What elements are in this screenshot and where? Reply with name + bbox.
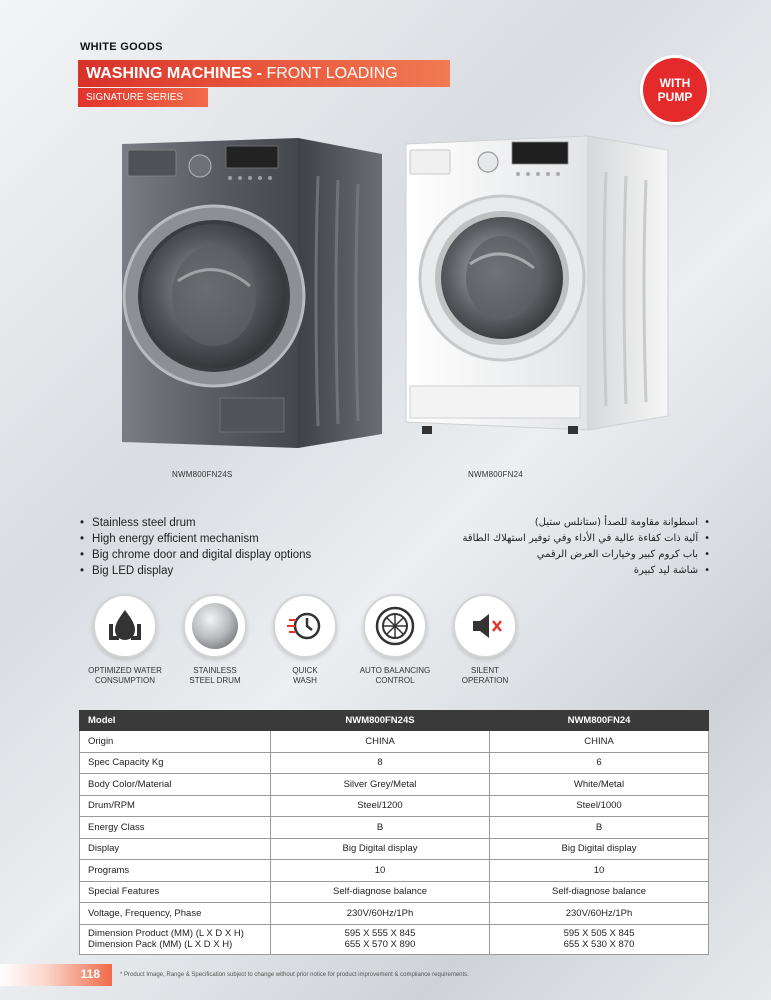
table-cell-label: Programs bbox=[80, 860, 271, 882]
table-cell: B bbox=[490, 817, 709, 839]
quick-wash-icon bbox=[273, 594, 337, 658]
table-cell-label: Drum/RPM bbox=[80, 795, 271, 817]
table-cell-label: Origin bbox=[80, 731, 271, 753]
page-number-tab bbox=[0, 964, 112, 986]
table-cell: Self-diagnose balance bbox=[271, 881, 490, 903]
table-cell bbox=[271, 924, 490, 954]
category-label: WHITE GOODS bbox=[80, 41, 163, 53]
feature-item: • Big chrome door and digital display options bbox=[80, 547, 311, 563]
table-header-cell: NWM800FN24S bbox=[271, 711, 490, 731]
feature-item-arabic: • اسطوانة مقاومة للصدأ (ستانلس ستيل) bbox=[420, 515, 710, 531]
table-cell-label: Display bbox=[80, 838, 271, 860]
steel-drum-icon bbox=[183, 594, 247, 658]
icon-label: SILENT OPERATION bbox=[461, 666, 509, 685]
table-cell: 6 bbox=[490, 752, 709, 774]
page-title-bar bbox=[78, 60, 450, 87]
table-row bbox=[80, 752, 709, 774]
table-cell-label bbox=[80, 924, 271, 954]
badge-line-1: WITH bbox=[659, 76, 691, 90]
water-saving-icon bbox=[93, 594, 157, 658]
dimension-pack-value: 655 X 570 X 890 bbox=[344, 939, 416, 950]
table-cell: 10 bbox=[271, 860, 490, 882]
specifications-table bbox=[79, 710, 709, 955]
feature-water-consumption bbox=[80, 594, 170, 686]
feature-steel-drum bbox=[170, 594, 260, 686]
series-label: SIGNATURE SERIES bbox=[78, 88, 208, 107]
feature-silent-operation bbox=[440, 594, 530, 686]
table-cell: CHINA bbox=[271, 731, 490, 753]
table-cell: Big Digital display bbox=[490, 838, 709, 860]
feature-item: • Big LED display bbox=[80, 563, 311, 579]
product-model-white: NWM800FN24 bbox=[468, 470, 523, 479]
features-list-english bbox=[80, 515, 311, 579]
product-model-silver: NWM800FN24S bbox=[172, 470, 233, 479]
table-row bbox=[80, 795, 709, 817]
table-row bbox=[80, 817, 709, 839]
table-cell-label: Special Features bbox=[80, 881, 271, 903]
table-cell-label: Spec Capacity Kg bbox=[80, 752, 271, 774]
table-cell: 10 bbox=[490, 860, 709, 882]
dimension-pack-label: Dimension Pack (MM) (L X D X H) bbox=[88, 939, 233, 950]
table-cell: Steel/1200 bbox=[271, 795, 490, 817]
with-pump-badge bbox=[643, 58, 707, 122]
dimension-product-label: Dimension Product (MM) (L X D X H) bbox=[88, 928, 244, 939]
badge-line-2: PUMP bbox=[657, 90, 693, 104]
table-header-cell: NWM800FN24 bbox=[490, 711, 709, 731]
table-row bbox=[80, 881, 709, 903]
table-cell: 230V/60Hz/1Ph bbox=[271, 903, 490, 925]
table-cell: Silver Grey/Metal bbox=[271, 774, 490, 796]
auto-balancing-icon bbox=[363, 594, 427, 658]
table-cell: Self-diagnose balance bbox=[490, 881, 709, 903]
table-row bbox=[80, 774, 709, 796]
table-cell: Big Digital display bbox=[271, 838, 490, 860]
table-cell: 8 bbox=[271, 752, 490, 774]
page-number: 118 bbox=[80, 967, 100, 981]
icon-label: STAINLESS STEEL DRUM bbox=[189, 666, 241, 685]
feature-item-arabic: • آلية ذات كفاءة عالية في الأداء وفي توفير استهلاك الطاقة bbox=[420, 531, 710, 547]
table-cell-label: Energy Class bbox=[80, 817, 271, 839]
table-cell: White/Metal bbox=[490, 774, 709, 796]
feature-quick-wash bbox=[260, 594, 350, 686]
table-cell-label: Body Color/Material bbox=[80, 774, 271, 796]
silent-operation-icon bbox=[453, 594, 517, 658]
table-row-dimensions bbox=[80, 924, 709, 954]
dimension-product-value: 595 X 505 X 845 bbox=[563, 928, 635, 939]
page-title: WASHING MACHINES - bbox=[86, 65, 262, 82]
page-subtitle: FRONT LOADING bbox=[262, 65, 398, 82]
feature-auto-balancing bbox=[350, 594, 440, 686]
feature-item-arabic: • شاشة ليد كبيرة bbox=[420, 563, 710, 579]
dimension-pack-value: 655 X 530 X 870 bbox=[563, 939, 635, 950]
icon-label: AUTO BALANCING CONTROL bbox=[359, 666, 431, 685]
table-cell: B bbox=[271, 817, 490, 839]
icon-label: OPTIMIZED WATER CONSUMPTION bbox=[88, 666, 162, 685]
table-cell bbox=[490, 924, 709, 954]
table-cell: 230V/60Hz/1Ph bbox=[490, 903, 709, 925]
table-cell-label: Voltage, Frequency, Phase bbox=[80, 903, 271, 925]
feature-item-arabic: • باب كروم كبير وخيارات العرض الرقمي bbox=[420, 547, 710, 563]
feature-item: • Stainless steel drum bbox=[80, 515, 311, 531]
table-cell: CHINA bbox=[490, 731, 709, 753]
washing-machine-white-image bbox=[402, 130, 672, 436]
table-header-row bbox=[80, 711, 709, 731]
table-row bbox=[80, 903, 709, 925]
feature-item: • High energy efficient mechanism bbox=[80, 531, 311, 547]
washing-machine-silver-image bbox=[118, 136, 384, 454]
table-header-cell: Model bbox=[80, 711, 271, 731]
features-list-arabic bbox=[420, 515, 710, 579]
table-row bbox=[80, 860, 709, 882]
table-row bbox=[80, 731, 709, 753]
disclaimer-footnote: * Product Image, Range & Specification subject to change without prior notice for product improvement & compliance requirements. bbox=[120, 972, 469, 978]
table-row bbox=[80, 838, 709, 860]
table-cell: Steel/1000 bbox=[490, 795, 709, 817]
dimension-product-value: 595 X 555 X 845 bbox=[344, 928, 416, 939]
icon-label: QUICK WASH bbox=[292, 666, 318, 685]
